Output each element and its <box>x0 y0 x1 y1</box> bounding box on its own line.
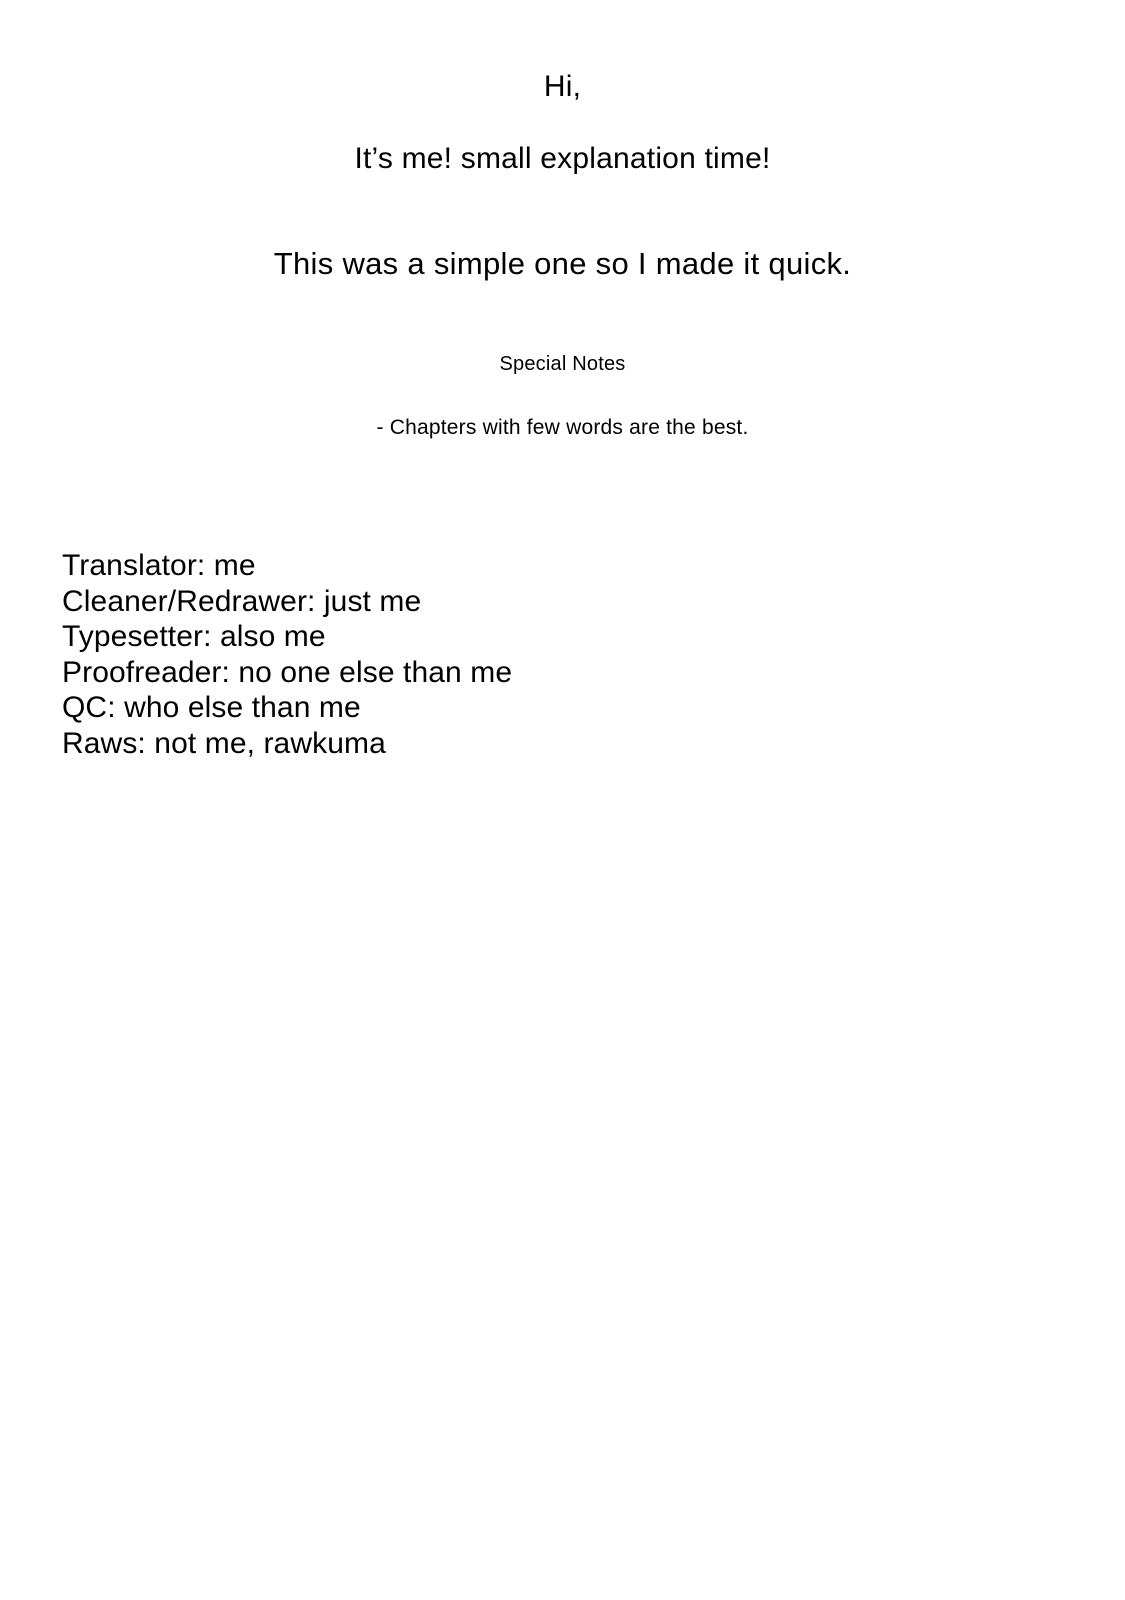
greeting-text: Hi, <box>543 70 582 103</box>
list-item: - Chapters with few words are the best. <box>376 416 749 439</box>
intro-text: It’s me! small explanation time! <box>354 142 771 175</box>
credit-typesetter: Typesetter: also me <box>62 620 326 653</box>
credit-cleaner-redrawer: Cleaner/Redrawer: just me <box>62 584 422 618</box>
credit-qc: QC: who else than me <box>62 691 361 724</box>
credit-translator: Translator: me <box>62 549 256 582</box>
statement-text: This was a simple one so I made it quick. <box>273 246 852 281</box>
credit-proofreader: Proofreader: no one else than me <box>62 655 513 689</box>
credit-raws: Raws: not me, rawkuma <box>62 726 386 760</box>
credits-block <box>62 548 512 761</box>
special-notes-list <box>0 412 1125 444</box>
special-notes-heading: Special Notes <box>499 353 626 375</box>
